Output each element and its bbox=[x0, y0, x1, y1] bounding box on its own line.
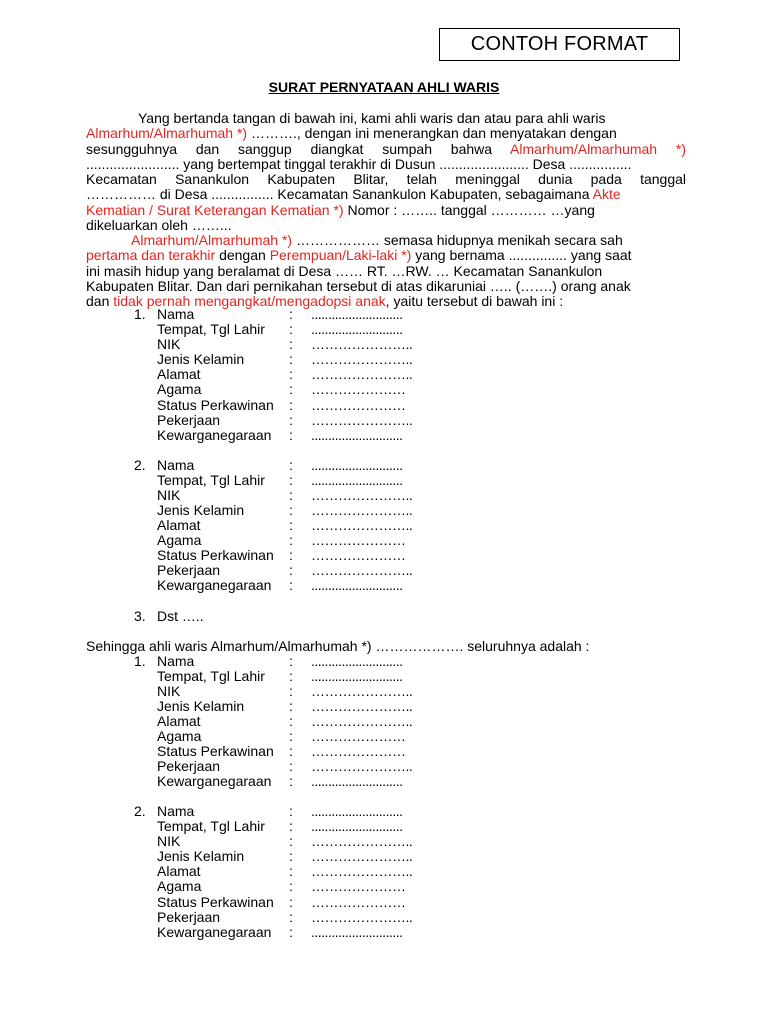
text-line: yang bernama ............... yang saat bbox=[411, 247, 632, 264]
field-value-pekerjaan[interactable]: ………………….. bbox=[311, 909, 413, 925]
field-value-agama[interactable]: ………………… bbox=[311, 878, 406, 894]
highlight-text: Almarhum/Almarhumah *) bbox=[86, 125, 248, 142]
field-colon: : bbox=[289, 412, 293, 428]
field-value-kewarganegaraan[interactable]: ........................... bbox=[311, 577, 403, 593]
field-colon: : bbox=[289, 306, 293, 322]
text-line: dengan bbox=[215, 247, 270, 264]
text-line: , yaitu tersebut di bawah ini : bbox=[385, 293, 564, 310]
field-value-jk[interactable]: ………………….. bbox=[311, 848, 413, 864]
field-value-ttl[interactable]: ........................... bbox=[311, 668, 403, 684]
field-colon: : bbox=[289, 653, 293, 669]
field-colon: : bbox=[289, 381, 293, 397]
field-value-nik[interactable]: ………………….. bbox=[311, 336, 413, 352]
field-label-jk: Jenis Kelamin bbox=[157, 351, 245, 367]
field-colon: : bbox=[289, 698, 293, 714]
text-line: Yang bertanda tangan di bawah ini, kami ahli waris dan atau para ahli waris bbox=[138, 110, 606, 126]
field-colon: : bbox=[289, 848, 293, 864]
field-colon: : bbox=[289, 758, 293, 774]
sehingga-line: Sehingga ahli waris Almarhum/Almarhumah *) ………………. seluruhnya adalah : bbox=[86, 638, 590, 654]
field-label-kewarganegaraan: Kewarganegaraan bbox=[157, 924, 272, 940]
field-colon: : bbox=[289, 502, 293, 518]
highlight-text: pertama dan terakhir bbox=[86, 247, 216, 264]
field-colon: : bbox=[289, 713, 293, 729]
field-value-kewarganegaraan[interactable]: ........................... bbox=[311, 427, 403, 443]
field-value-agama[interactable]: ………………… bbox=[311, 728, 406, 744]
field-label-status: Status Perkawinan bbox=[157, 894, 274, 910]
field-label-alamat: Alamat bbox=[157, 713, 201, 729]
field-colon: : bbox=[289, 909, 293, 925]
item-number: 1. bbox=[134, 653, 146, 669]
text-line: Nomor : …….. tanggal ………… …yang bbox=[343, 201, 595, 218]
document-title: SURAT PERNYATAAN AHLI WARIS bbox=[268, 79, 500, 95]
item-number: 2. bbox=[134, 457, 146, 473]
dst-text: Dst ….. bbox=[157, 608, 204, 624]
field-label-jk: Jenis Kelamin bbox=[157, 848, 245, 864]
field-colon: : bbox=[289, 366, 293, 382]
field-value-pekerjaan[interactable]: ………………….. bbox=[311, 562, 413, 578]
field-value-status[interactable]: ………………… bbox=[311, 894, 406, 910]
field-colon: : bbox=[289, 457, 293, 473]
text-line: Kecamatan Sanankulon Kabupaten Blitar, telah meninggal dunia pada tanggal bbox=[86, 171, 686, 188]
field-label-nik: NIK bbox=[157, 336, 181, 352]
field-value-nik[interactable]: ………………….. bbox=[311, 833, 413, 849]
highlight-text: tidak pernah mengangkat/mengadopsi anak bbox=[113, 293, 386, 310]
highlight-text: Akte bbox=[592, 186, 621, 203]
field-value-status[interactable]: ………………… bbox=[311, 397, 406, 413]
field-label-ttl: Tempat, Tgl Lahir bbox=[157, 472, 265, 488]
field-colon: : bbox=[289, 397, 293, 413]
field-colon: : bbox=[289, 668, 293, 684]
field-label-status: Status Perkawinan bbox=[157, 743, 274, 759]
field-colon: : bbox=[289, 351, 293, 367]
field-value-pekerjaan[interactable]: ………………….. bbox=[311, 758, 413, 774]
field-label-alamat: Alamat bbox=[157, 517, 201, 533]
field-colon: : bbox=[289, 878, 293, 894]
field-label-agama: Agama bbox=[157, 532, 202, 548]
field-value-ttl[interactable]: ........................... bbox=[311, 818, 403, 834]
field-label-pekerjaan: Pekerjaan bbox=[157, 562, 221, 578]
field-value-status[interactable]: ………………… bbox=[311, 743, 406, 759]
field-colon: : bbox=[289, 803, 293, 819]
item-number: 3. bbox=[134, 608, 146, 624]
field-label-nama: Nama bbox=[157, 803, 195, 819]
field-value-nama[interactable]: ........................... bbox=[311, 803, 403, 819]
field-label-nama: Nama bbox=[157, 306, 195, 322]
field-colon: : bbox=[289, 562, 293, 578]
text-line: dikeluarkan oleh ……... bbox=[86, 217, 232, 234]
field-colon: : bbox=[289, 427, 293, 443]
field-label-ttl: Tempat, Tgl Lahir bbox=[157, 321, 265, 337]
field-colon: : bbox=[289, 728, 293, 744]
field-value-alamat[interactable]: ………………….. bbox=[311, 713, 413, 729]
field-label-kewarganegaraan: Kewarganegaraan bbox=[157, 773, 272, 789]
field-colon: : bbox=[289, 743, 293, 759]
text-line: Kabupaten Blitar. Dan dari pernikahan tersebut di atas dikaruniai ….. (…….) orang anak bbox=[86, 277, 631, 294]
field-value-agama[interactable]: ………………… bbox=[311, 532, 406, 548]
field-label-nik: NIK bbox=[157, 833, 181, 849]
field-label-pekerjaan: Pekerjaan bbox=[157, 758, 221, 774]
field-label-jk: Jenis Kelamin bbox=[157, 502, 245, 518]
field-colon: : bbox=[289, 818, 293, 834]
paragraph-marriage bbox=[86, 233, 686, 309]
paragraph-declaration bbox=[86, 111, 686, 233]
field-value-kewarganegaraan[interactable]: ........................... bbox=[311, 924, 403, 940]
field-value-status[interactable]: ………………… bbox=[311, 547, 406, 563]
field-label-pekerjaan: Pekerjaan bbox=[157, 909, 221, 925]
field-value-pekerjaan[interactable]: ………………….. bbox=[311, 412, 413, 428]
field-colon: : bbox=[289, 773, 293, 789]
text-line: ……………… semasa hidupnya menikah secara sah bbox=[292, 232, 623, 248]
field-value-ttl[interactable]: ........................... bbox=[311, 472, 403, 488]
text-line: ini masih hidup yang beralamat di Desa …… RT. …RW. … Kecamatan Sanankulon bbox=[86, 262, 603, 279]
field-label-ttl: Tempat, Tgl Lahir bbox=[157, 668, 265, 684]
field-colon: : bbox=[289, 487, 293, 503]
highlight-text: Almarhum/Almarhumah *) bbox=[131, 232, 293, 248]
field-value-nama[interactable]: ........................... bbox=[311, 457, 403, 473]
text-line: ………., dengan ini menerangkan dan menyatakan dengan bbox=[247, 125, 617, 142]
field-colon: : bbox=[289, 833, 293, 849]
field-label-kewarganegaraan: Kewarganegaraan bbox=[157, 577, 272, 593]
field-colon: : bbox=[289, 683, 293, 699]
field-value-jk[interactable]: ………………….. bbox=[311, 502, 413, 518]
field-colon: : bbox=[289, 321, 293, 337]
field-label-ttl: Tempat, Tgl Lahir bbox=[157, 818, 265, 834]
field-value-kewarganegaraan[interactable]: ........................... bbox=[311, 773, 403, 789]
field-label-nik: NIK bbox=[157, 487, 181, 503]
field-label-status: Status Perkawinan bbox=[157, 397, 274, 413]
field-value-nama[interactable]: ........................... bbox=[311, 306, 403, 322]
field-label-pekerjaan: Pekerjaan bbox=[157, 412, 221, 428]
field-label-nama: Nama bbox=[157, 457, 195, 473]
highlight-text: Perempuan/Laki-laki *) bbox=[269, 247, 412, 264]
field-label-agama: Agama bbox=[157, 381, 202, 397]
field-label-status: Status Perkawinan bbox=[157, 547, 274, 563]
field-label-alamat: Alamat bbox=[157, 366, 201, 382]
field-colon: : bbox=[289, 924, 293, 940]
highlight-text: Almarhum/Almarhumah *) bbox=[510, 140, 686, 157]
field-value-nama[interactable]: ........................... bbox=[311, 653, 403, 669]
field-value-agama[interactable]: ………………… bbox=[311, 381, 406, 397]
field-colon: : bbox=[289, 547, 293, 563]
field-colon: : bbox=[289, 894, 293, 910]
text-line: dan bbox=[86, 293, 114, 310]
item-number: 2. bbox=[134, 803, 146, 819]
field-value-jk[interactable]: ………………….. bbox=[311, 351, 413, 367]
highlight-text: Kematian / Surat Keterangan Kematian *) bbox=[86, 201, 344, 218]
field-label-nik: NIK bbox=[157, 683, 181, 699]
text-line: …………… di Desa ................ Kecamatan Sanankulon Kabupaten, sebagaimana bbox=[86, 186, 593, 203]
field-colon: : bbox=[289, 577, 293, 593]
field-label-alamat: Alamat bbox=[157, 863, 201, 879]
text-line: sesungguhnya dan sanggup diangkat sumpah bahwa bbox=[86, 140, 511, 157]
field-value-nik[interactable]: ………………….. bbox=[311, 683, 413, 699]
field-colon: : bbox=[289, 336, 293, 352]
field-label-jk: Jenis Kelamin bbox=[157, 698, 245, 714]
field-label-kewarganegaraan: Kewarganegaraan bbox=[157, 427, 272, 443]
item-number: 1. bbox=[134, 306, 146, 322]
text-line: ........................ yang bertempat tinggal terakhir di Dusun ....................... Desa ................ bbox=[86, 155, 632, 172]
field-label-agama: Agama bbox=[157, 728, 202, 744]
field-colon: : bbox=[289, 863, 293, 879]
field-value-alamat[interactable]: ………………….. bbox=[311, 366, 413, 382]
field-value-alamat[interactable]: ………………….. bbox=[311, 517, 413, 533]
field-label-nama: Nama bbox=[157, 653, 195, 669]
field-colon: : bbox=[289, 517, 293, 533]
field-value-alamat[interactable]: ………………….. bbox=[311, 863, 413, 879]
field-value-ttl[interactable]: ........................... bbox=[311, 321, 403, 337]
format-badge: CONTOH FORMAT bbox=[439, 28, 680, 61]
field-colon: : bbox=[289, 472, 293, 488]
field-label-agama: Agama bbox=[157, 878, 202, 894]
field-value-jk[interactable]: ………………….. bbox=[311, 698, 413, 714]
field-colon: : bbox=[289, 532, 293, 548]
field-value-nik[interactable]: ………………….. bbox=[311, 487, 413, 503]
